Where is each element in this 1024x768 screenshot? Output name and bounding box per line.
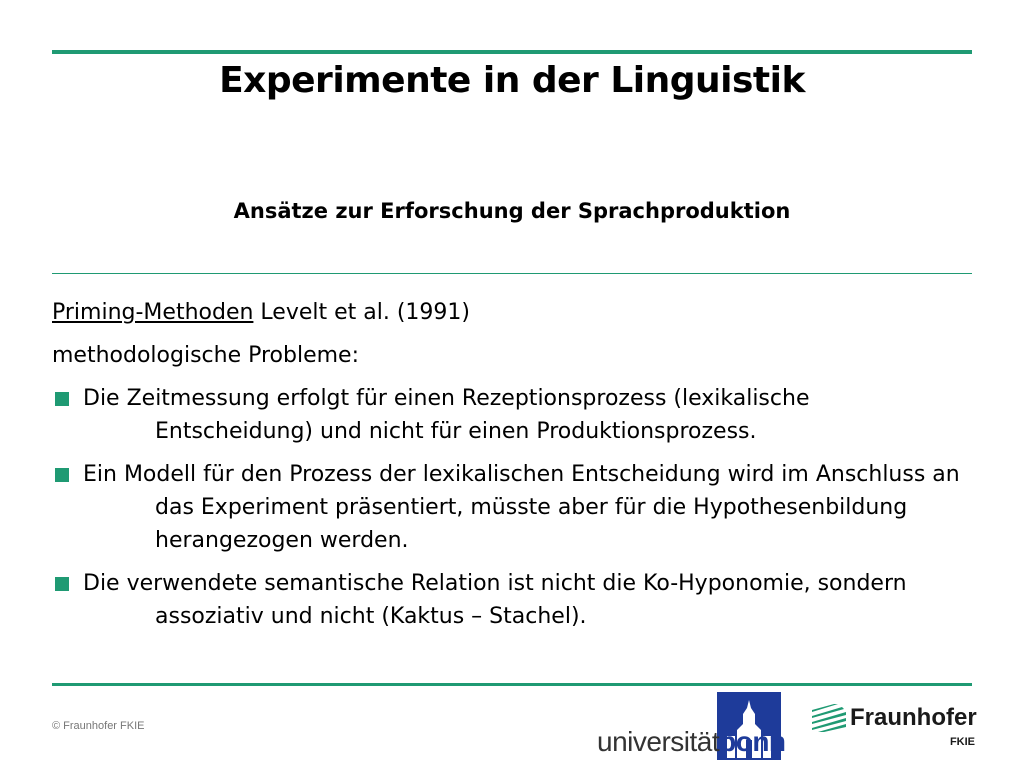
bottom-divider [52,683,972,686]
intro-line [52,296,972,329]
priming-methods-link[interactable]: Priming-Methoden [52,300,254,325]
fraunhofer-name: Fraunhofer [850,704,977,731]
slide-subtitle: Ansätze zur Erforschung der Sprachproduktion [233,199,791,223]
bullet-item [52,567,972,633]
wordmark-bonn: bonn [719,726,786,757]
problems-heading: methodologische Probleme: [52,343,359,368]
wordmark-universitaet: universität [597,726,720,757]
copyright-notice: © Fraunhofer FKIE [52,720,145,732]
bullet-item [52,458,972,557]
slide-content [52,296,972,643]
bullet-text: Ein Modell für den Prozess der lexikalischen Entscheidung wird im Anschluss an das Experiment präsentiert, müsste aber für die Hypothesenbildung herangezogen werden. [83,462,960,553]
square-bullet-icon [55,468,69,482]
fraunhofer-stripes-icon [812,704,846,732]
fraunhofer-logo [810,702,975,762]
bullet-text: Die Zeitmessung erfolgt für einen Rezeptionsprozess (lexikalische Entscheidung) und nicht für einen Produktionsprozess. [83,386,810,444]
square-bullet-icon [55,392,69,406]
bullet-item [52,382,972,448]
fraunhofer-institute: FKIE [949,736,975,748]
bullet-text: Die verwendete semantische Relation ist nicht die Ko-Hyponomie, sondern assoziativ und nicht (Kaktus – Stachel). [83,571,907,629]
university-wordmark [597,726,786,758]
square-bullet-icon [55,577,69,591]
intro-reference: Levelt et al. (1991) [253,300,470,325]
university-bonn-logo [597,690,786,760]
middle-divider [52,273,972,274]
slide-title: Experimente in der Linguistik [219,60,805,101]
top-divider [52,50,972,54]
